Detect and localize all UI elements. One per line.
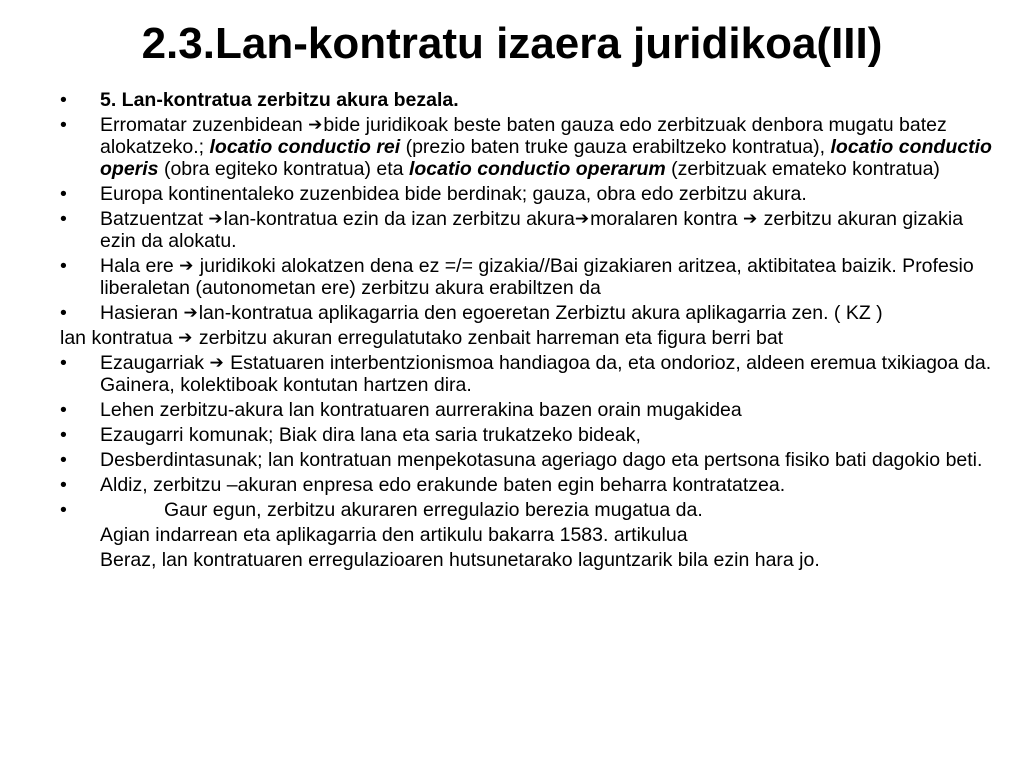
list-item: [60, 302, 995, 324]
list-item: [60, 499, 995, 521]
item-text: Europa kontinentaleko zuzenbidea bide berdinak; gauza, obra edo zerbitzu akura.: [100, 183, 807, 205]
item-text: Agian indarrean eta aplikagarria den artikulu bakarra 1583. artikulua: [100, 524, 688, 546]
latin-term: locatio conductio operis: [100, 136, 992, 180]
item-text: Lehen zerbitzu-akura lan kontratuaren aurrerakina bazen orain mugakidea: [100, 399, 742, 421]
item-text: Beraz, lan kontratuaren erregulazioaren hutsunetarako laguntzarik bila ezin hara jo.: [100, 549, 820, 571]
list-item: [60, 327, 995, 349]
item-text: zerbitzu akuran gizakia ezin da alokatu.: [100, 208, 964, 252]
list-item: [60, 208, 995, 252]
latin-term: locatio conductio operarum: [408, 158, 666, 180]
item-text: Hala ere: [100, 255, 180, 277]
arrow-right-icon: ➔: [742, 209, 758, 228]
list-item: [60, 424, 995, 446]
list-item: [60, 114, 995, 180]
arrow-right-icon: ➔: [574, 209, 590, 228]
list-item: [60, 352, 995, 396]
latin-term: locatio conductio rei: [209, 136, 401, 158]
slide-title: 2.3.Lan-kontratu izaera juridikoa(III): [141, 19, 883, 68]
item-text: lan-kontratua ezin da izan zerbitzu akura: [223, 208, 575, 230]
arrow-right-icon: ➔: [179, 256, 194, 275]
item-text: Aldiz, zerbitzu –akuran enpresa edo erakunde baten egin beharra kontratatzea.: [100, 474, 786, 496]
list-item: [60, 89, 995, 111]
list-item: [60, 183, 995, 205]
list-item: [60, 549, 995, 571]
item-text: Batzuentzat: [100, 208, 209, 230]
item-text: Gaur egun, zerbitzu akuraren erregulazio berezia mugatua da.: [164, 499, 703, 521]
item-text: bide juridikoak beste baten gauza edo zerbitzuak denbora mugatu batez alokatzeko.;: [100, 114, 947, 158]
item-text: Ezaugarriak: [100, 352, 210, 374]
bullet-list: [60, 89, 995, 574]
item-text: lan kontratua: [60, 327, 179, 349]
list-item: [60, 449, 995, 471]
item-text: Estatuaren interbentzionismoa handiagoa da, eta ondorioz, aldeen eremua txikiagoa da. Gainera, kolektiboak kontutan hartzen dira.: [100, 352, 992, 396]
item-text: juridikoki alokatzen dena ez =/= gizakia//Bai gizakiaren aritzea, aktibitatea baizik. Profesio liberaletan (autonometan ere) zerbitzu akura erabiltzen da: [100, 255, 974, 299]
list-item: [60, 474, 995, 496]
item-text: Desberdintasunak; lan kontratuan menpekotasuna ageriago dago eta pertsona fisiko bati dagokio beti.: [100, 449, 983, 471]
arrow-right-icon: ➔: [209, 353, 224, 372]
list-item: [60, 524, 995, 546]
item-text: zerbitzu akuran erregulatutako zenbait harreman eta figura berri bat: [193, 327, 784, 349]
list-item: [60, 399, 995, 421]
item-text: (zerbitzuak emateko kontratua): [665, 158, 940, 180]
item-text: 5. Lan-kontratua zerbitzu akura bezala.: [100, 89, 459, 111]
item-text: (obra egiteko kontratua) eta: [158, 158, 409, 180]
arrow-right-icon: ➔: [178, 328, 193, 347]
item-text: Hasieran: [100, 302, 184, 324]
arrow-right-icon: ➔: [208, 209, 223, 228]
item-text: lan-kontratua aplikagarria den egoeretan Zerbiztu akura aplikagarria zen. ( KZ ): [198, 302, 883, 324]
item-text: (prezio baten truke gauza erabiltzeko kontratua),: [400, 136, 831, 158]
list-item: [60, 255, 995, 299]
item-text: moralaren kontra: [590, 208, 743, 230]
item-text: Erromatar zuzenbidean: [100, 114, 309, 136]
item-text: Ezaugarri komunak; Biak dira lana eta saria trukatzeko bideak,: [100, 424, 641, 446]
arrow-right-icon: ➔: [308, 115, 323, 134]
arrow-right-icon: ➔: [183, 303, 198, 322]
